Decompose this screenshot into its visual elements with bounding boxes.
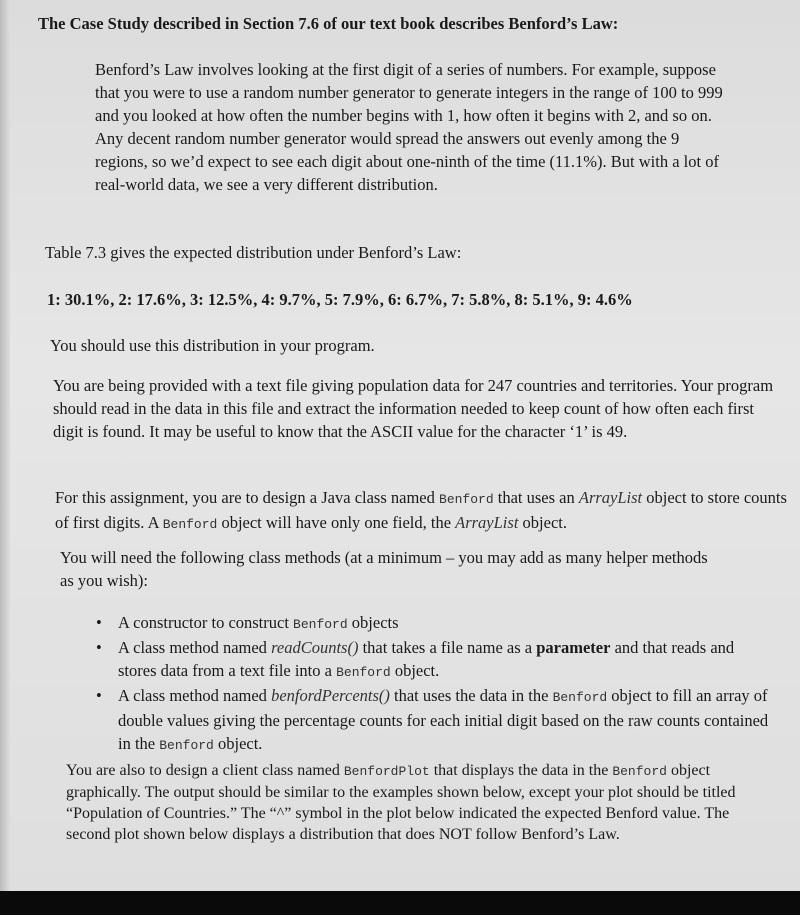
code-benford: Benford <box>612 764 667 779</box>
benford-distribution: 1: 30.1%, 2: 17.6%, 3: 12.5%, 4: 9.7%, 5: 7.9%, 6: 6.7%, 7: 5.8%, 8: 5.1%, 9: 4.6% <box>47 290 633 309</box>
text: object graphically. The output should be similar to the examples shown below, except your plot should be titled “Population of Countries.” The “^” symbol in the plot below indicated the expected Benford value. The second plot shown below displays a distribution that does NOT follow Benford’s Law. <box>66 762 736 843</box>
java-class-paragraph <box>55 486 790 536</box>
text: object. <box>518 513 567 532</box>
italic-arraylist: ArrayList <box>578 488 643 507</box>
text: object to fill an array of double values giving the percentage counts for each initial digit based on the raw counts contained in the <box>118 686 769 753</box>
code-benford: Benford <box>336 665 391 680</box>
text: that uses the data in the <box>389 686 553 705</box>
data-file-paragraph: You are being provided with a text file giving population data for 247 countries and territories. Your program should read in the data in this file and extract the information needed to keep count of how often each first digit is found. It may be useful to know that the ASCII value for the character ‘1’ is 49. <box>53 376 774 441</box>
list-item-benfordpercents <box>96 684 776 757</box>
code-benford: Benford <box>439 492 494 507</box>
text: object. <box>213 734 263 753</box>
bold-parameter: parameter <box>536 638 611 657</box>
code-benford: Benford <box>552 690 608 705</box>
bullet-icon: • <box>96 638 102 657</box>
list-item-readcounts <box>96 636 776 684</box>
text: For this assignment, you are to design a Java class named <box>55 488 440 507</box>
code-benford: Benford <box>293 617 348 632</box>
text: object. <box>390 661 440 680</box>
text: A class method named <box>118 638 272 657</box>
text: objects <box>347 613 399 632</box>
intro-heading: The Case Study described in Section 7.6 of our text book describes Benford’s Law: <box>38 14 619 33</box>
text: object will have only one field, the <box>217 513 456 532</box>
text: object to store counts of first digits. A <box>55 488 787 532</box>
use-distribution-text: You should use this distribution in your program. <box>50 336 375 355</box>
text: You are also to design a client class named <box>66 762 344 779</box>
text: that displays the data in the <box>429 762 613 779</box>
text: A constructor to construct <box>118 613 294 632</box>
benford-quote: Benford’s Law involves looking at the first digit of a series of numbers. For example, suppose that you were to use a random number generator to generate integers in the range of 100 to 999 and you looked at how often the number begins with 1, how often it begins with 2, and so on. Any decent random number generator would spread the answers out evenly among the 9 regions, so we’d expect to see each digit about one-ninth of the time (11.1%). But with a lot of real-world data, we see a very different distribution. <box>95 60 723 194</box>
code-benfordplot: BenfordPlot <box>343 764 430 779</box>
text: that uses an <box>493 488 579 507</box>
italic-readcounts: readCounts() <box>271 638 359 657</box>
italic-arraylist: ArrayList <box>455 513 519 532</box>
text: and that reads and stores data from a text file into a <box>118 638 735 680</box>
table-intro: Table 7.3 gives the expected distribution under Benford’s Law: <box>45 243 462 262</box>
italic-benfordpercents: benfordPercents() <box>271 686 390 705</box>
methods-list <box>96 611 776 757</box>
methods-intro: You will need the following class methods (at a minimum – you may add as many helper methods as you wish): <box>60 548 708 590</box>
screen-edge <box>0 0 10 891</box>
bullet-icon: • <box>96 686 102 705</box>
text: that takes a file name as a <box>358 638 537 657</box>
text: A class method named <box>118 686 272 705</box>
code-benford: Benford <box>159 738 214 753</box>
bullet-icon: • <box>96 613 102 632</box>
code-benford: Benford <box>162 517 218 532</box>
list-item-constructor <box>96 611 776 636</box>
screen-bezel <box>0 891 800 915</box>
client-class-paragraph <box>66 760 766 845</box>
